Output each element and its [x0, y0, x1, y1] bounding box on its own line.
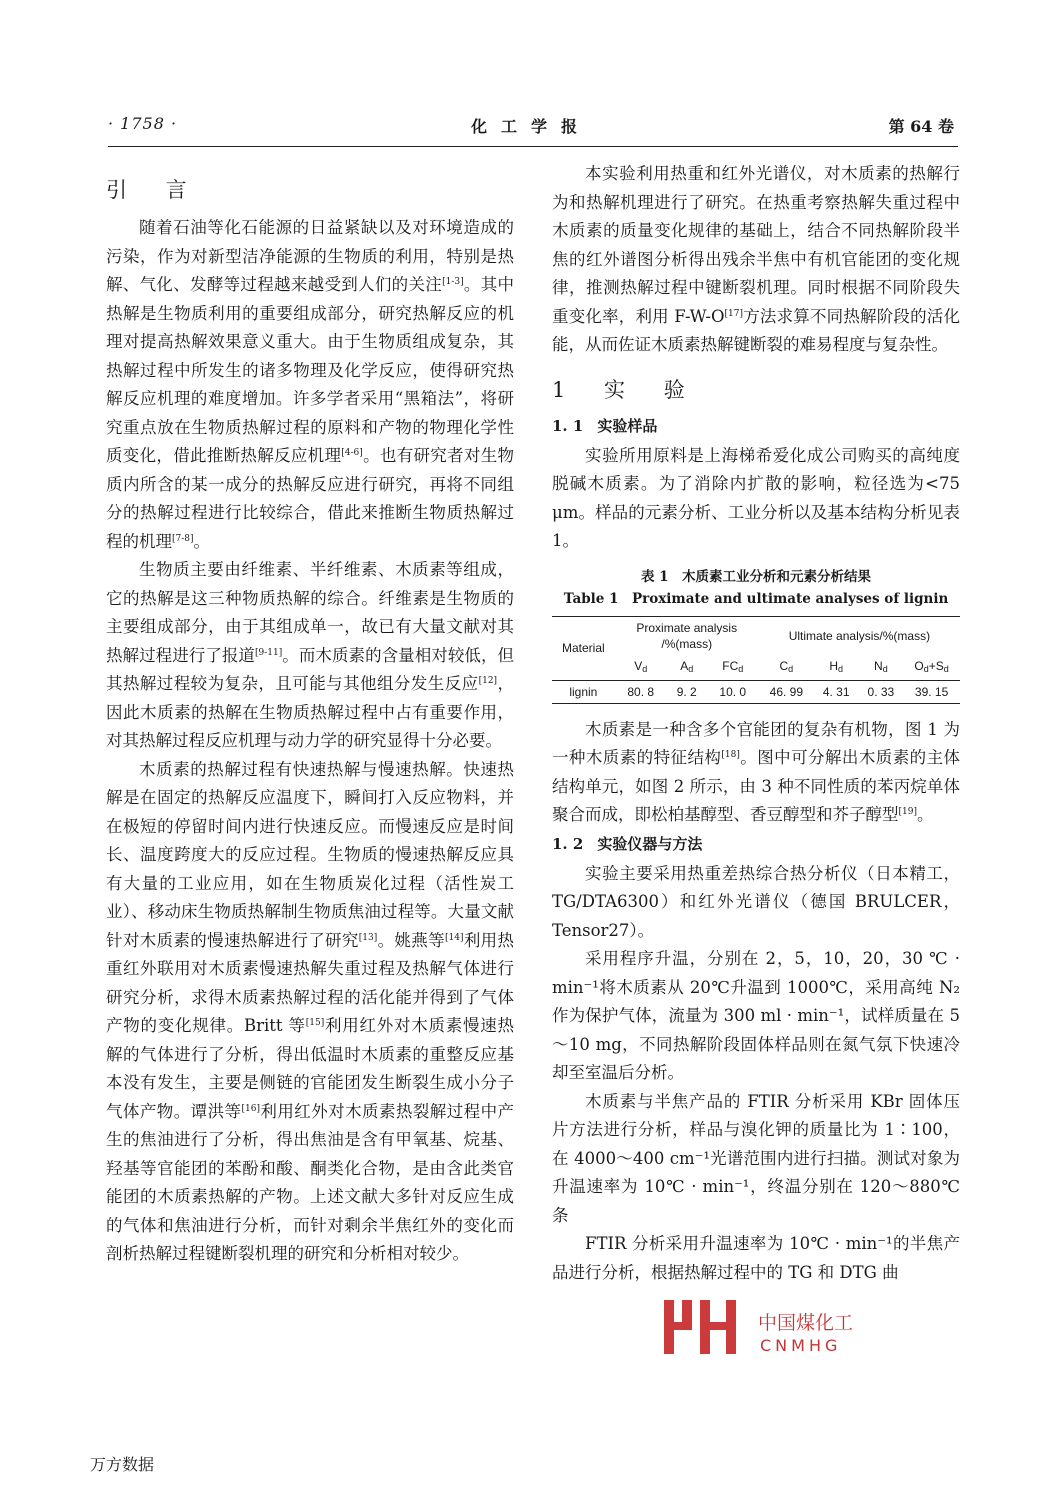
- subsection-1-1-heading: 1. 1 实验样品: [552, 416, 658, 435]
- table-caption-cn: 表 1 木质素工业分析和元素分析结果: [640, 568, 872, 585]
- watermark: [660, 1296, 870, 1366]
- running-header: [108, 114, 954, 144]
- right-column: [552, 160, 960, 1287]
- analysis-table: [552, 616, 960, 704]
- volume-label: 第 64 卷: [888, 117, 954, 136]
- ftir-paragraph-2: FTIR 分析采用升温速率为 10℃ · min⁻¹的半焦产品进行分析，根据热解过程中的 TG 和 DTG 曲: [552, 1234, 960, 1282]
- table-col-c: $C_d$: [779, 658, 794, 674]
- intro-paragraph-4: 本实验利用热重和红外光谱仪，对木质素的热解行为和热解机理进行了研究。在热重考察热解失重过程中木质素的质量变化规律的基础上，结合不同热解阶段半焦的红外谱图分析得出残余半焦中有机官能团的变化规律，推测热解过程中键断裂机理。同时根据不同阶段失重变化率，利用 F-W-O[17]方法求算不同热解阶段的活化能，从而佐证木质素热解键断裂的难易程度与复杂性。: [552, 164, 961, 354]
- table-col-n: $N_d$: [874, 658, 888, 674]
- table-col-v: $V_d$: [634, 658, 648, 674]
- heating-paragraph: 采用程序升温，分别在 2，5，10，20，30 ℃ · min⁻¹将木质素从 20℃升温到 1000℃，采用高纯 N₂ 作为保护气体，流量为 300 ml · min⁻¹，试样质量在 5～10 mg，不同热解阶段固体样品则在氮气氛下快速冷却至室温后分析。: [552, 949, 960, 1082]
- table-col-os: $O_d+S_d$: [914, 658, 949, 674]
- watermark-en: CNMHG: [760, 1336, 842, 1355]
- instrument-paragraph: 实验主要采用热重差热综合热分析仪（日本精工，TG/DTA6300）和红外光谱仪（德国 BRULCER，Tensor27）。: [552, 863, 960, 940]
- left-column: [106, 160, 514, 1269]
- structure-paragraph: 木质素是一种含多个官能团的复杂有机物，图 1 为一种木质素的特征结构[18]。图中可分解出木质素的主体结构单元，如图 2 所示，由 3 种不同性质的苯丙烷单体聚合而成，即松柏基醇型、香豆醇型和芥子醇型[19]。: [552, 719, 961, 824]
- watermark-cn: 中国煤化工: [758, 1312, 854, 1334]
- ftir-paragraph: 木质素与半焦产品的 FTIR 分析采用 KBr 固体压片方法进行分析，样品与溴化钾的质量比为 1∶100，在 4000～400 cm⁻¹光谱范围内进行扫描。测试对象为升温速率为 10℃ · min⁻¹，终温分别在 120～880℃条: [552, 1091, 960, 1225]
- intro-paragraph-2: 生物质主要由纤维素、半纤维素、木质素等组成，它的热解是这三种物质热解的综合。纤维素是生物质的主要组成部分，由于其组成单一，故已有大量文献对其热解过程进行了报道[9-11]。而木质素的含量相对较低，但其热解过程较为复杂，且可能与其他组分发生反应[12]，因此木质素的热解在生物质热解过程中占有重要作用，对其热解过程反应机理与动力学的研究显得十分必要。: [106, 560, 515, 750]
- table-row: lignin 80. 8 9. 2 10. 0 46. 99 4. 31 0. 33 39. 15: [552, 680, 960, 703]
- intro-paragraph-1: 随着石油等化石能源的日益紧缺以及对环境造成的污染，作为对新型洁净能源的生物质的利用，特别是热解、气化、发酵等过程越来越受到人们的关注[1-3]。其中热解是生物质利用的重要组成部分，研究热解反应的机理对提高热解效果意义重大。由于生物质组成复杂，其热解过程中所发生的诸多物理及化学反应，使得研究热解反应机理的难度增加。许多学者采用“黑箱法”，将研究重点放在生物质热解过程的原料和产物的物理化学性质变化，借此推断热解反应机理[4-6]。也有研究者对生物质内所含的某一成分的热解反应进行研究，再将不同组分的热解过程进行比较综合，借此来推断生物质热解过程的机理[7-8]。: [106, 218, 515, 551]
- section-1-heading: 1 实 验: [552, 377, 701, 402]
- subsection-1-2-heading: 1. 2 实验仪器与方法: [552, 834, 703, 853]
- journal-title: 化工学报: [470, 117, 591, 136]
- table-header-ultimate: Ultimate analysis/%(mass): [788, 628, 931, 643]
- page-number: · 1758 ·: [108, 114, 178, 133]
- table-col-fc: $FC_d$: [722, 658, 744, 674]
- table-caption-en: Table 1 Proximate and ultimate analyses of lignin: [563, 590, 949, 607]
- watermark-logo-icon: [660, 1296, 752, 1358]
- header-rule: [108, 146, 958, 147]
- table-header-material: Material: [562, 641, 605, 655]
- table-header-proximate: Proximate analysis /%(mass): [636, 620, 738, 651]
- table-col-h: $H_d$: [829, 658, 844, 674]
- intro-heading: 引 言: [106, 178, 203, 202]
- footer-source: 万方数据: [90, 1455, 155, 1474]
- intro-paragraph-3: 木质素的热解过程有快速热解与慢速热解。快速热解是在固定的热解反应温度下，瞬间打入反应物料，并在极短的停留时间内进行快速反应。而慢速反应是时间长、温度跨度大的反应过程。生物质的慢速热解反应具有大量的工业应用，如在生物质炭化过程（活性炭工业）、移动床生物质热解制生物质焦油过程等。大量文献针对木质素的慢速热解进行了研究[13]。姚燕等[14]利用热重红外联用对木质素慢速热解失重过程及热解气体进行研究分析，求得木质素热解过程的活化能并得到了气体产物的变化规律。Britt 等[15]利用红外对木质素慢速热解的气体进行了分析，得出低温时木质素的重整反应基本没有发生，主要是侧链的官能团发生断裂生成小分子气体产物。谭洪等[16]利用红外对木质素热裂解过程中产生的焦油进行了分析，得出焦油是含有甲氧基、烷基、羟基等官能团的苯酚和酸、酮类化合物，是由含此类官能团的木质素热解的产物。上述文献大多针对反应生成的气体和焦油进行分析，而针对剩余半焦红外的变化而剖析热解过程键断裂机理的研究和分析相对较少。: [106, 759, 515, 1263]
- table-col-a: $A_d$: [680, 658, 694, 674]
- sample-paragraph: 实验所用原料是上海梯希爱化成公司购买的高纯度脱碱木质素。为了消除内扩散的影响，粒径选为<75 μm。样品的元素分析、工业分析以及基本结构分析见表 1。: [552, 445, 960, 550]
